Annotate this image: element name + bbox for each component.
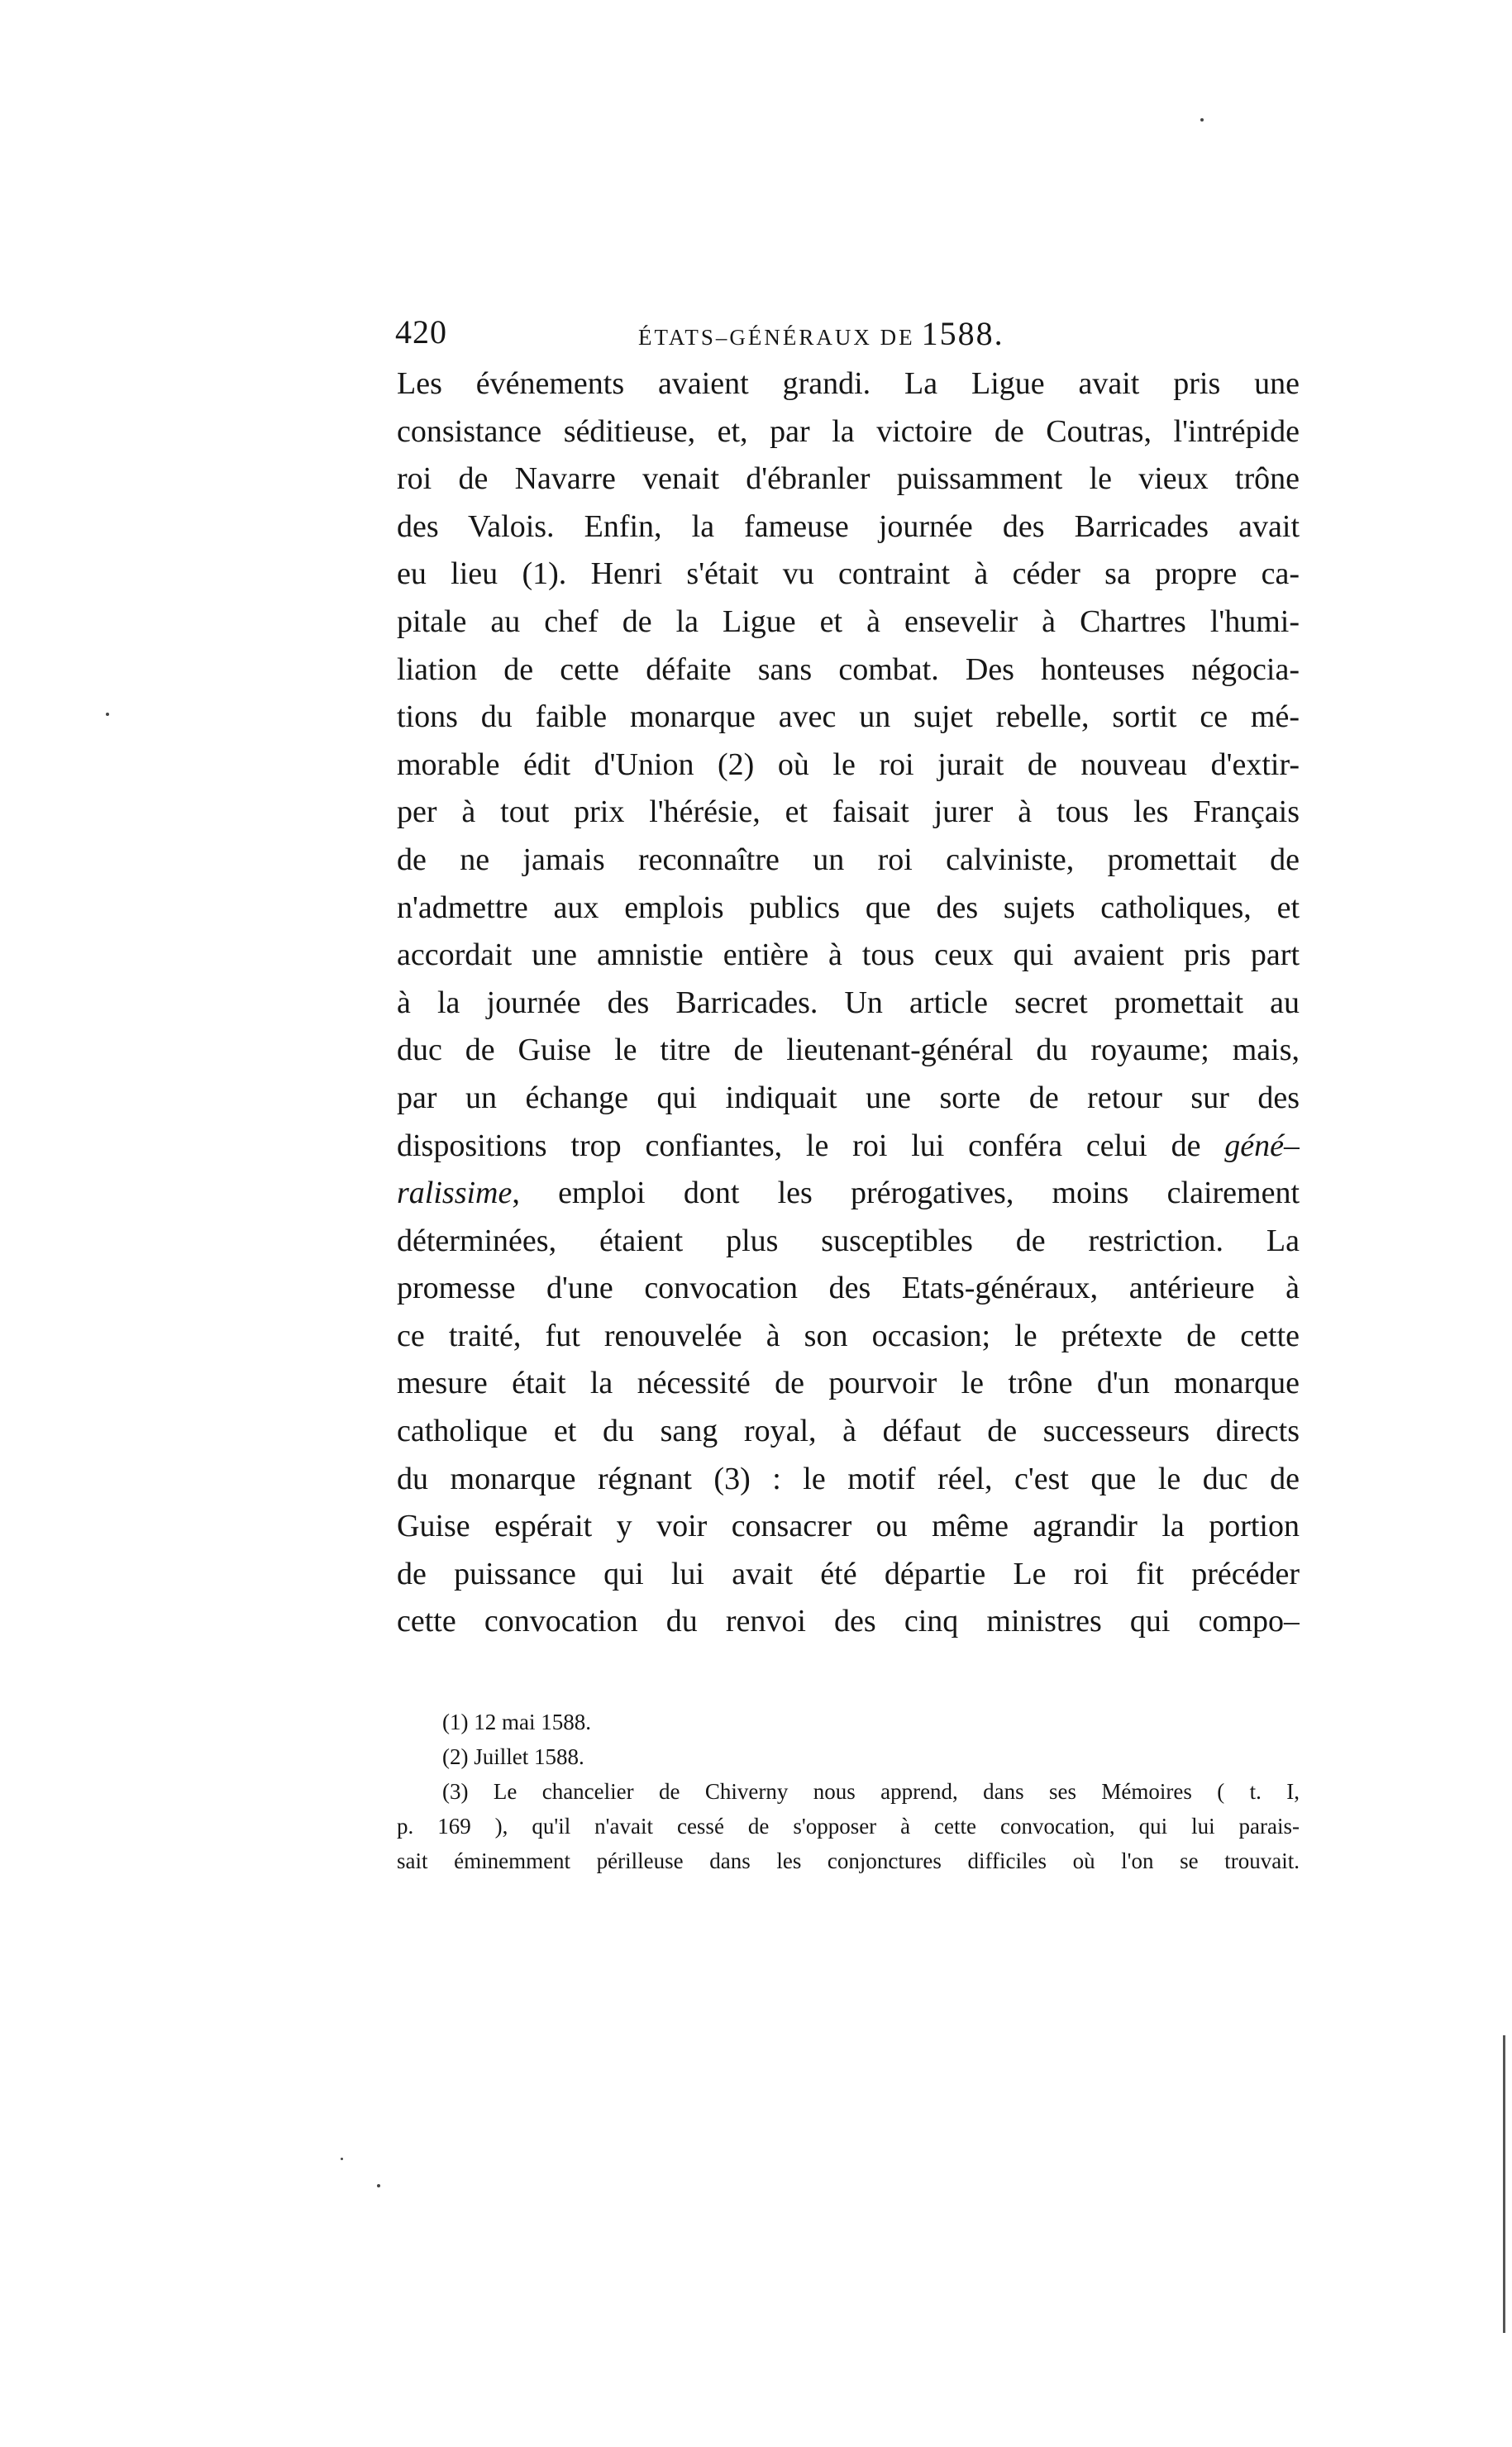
text-line: à la journée des Barricades. Un article secret promettait au (397, 985, 1300, 1020)
text-line: mesure était la nécessité de pourvoir le trône d'un monarque (397, 1366, 1300, 1401)
speck (106, 713, 109, 716)
text-line: de puissance qui lui avait été départie Le roi fit précéder (397, 1556, 1300, 1591)
page-number: 420 (395, 313, 447, 351)
text-line-with-italic (397, 1170, 1300, 1218)
text-line: cette convocation du renvoi des cinq ministres qui compo– (397, 1604, 1300, 1639)
text-line: duc de Guise le titre de lieutenant-général du royaume; mais, (397, 1033, 1300, 1068)
speck (341, 2158, 343, 2160)
running-title-year: 1588. (921, 315, 1004, 352)
footnote-3-line: p. 169 ), qu'il n'avait cessé de s'opposer à cette convocation, qui lui parais- (397, 1814, 1300, 1839)
speck (377, 2184, 380, 2187)
text-line: déterminées, étaient plus susceptibles de restriction. La (397, 1223, 1300, 1258)
scan-edge-mark (1503, 2035, 1505, 2333)
footnote-3-line: (3) Le chancelier de Chiverny nous apprend, dans ses Mémoires ( t. I, (442, 1779, 1300, 1804)
text-line: tions du faible monarque avec un sujet rebelle, sortit ce mé- (397, 699, 1300, 735)
text-line: accordait une amnistie entière à tous ceux qui avaient pris part (397, 937, 1300, 973)
text-line: liation de cette défaite sans combat. Des honteuses négocia- (397, 651, 1300, 687)
text-line: per à tout prix l'hérésie, et faisait jurer à tous les Français (397, 794, 1300, 830)
italic-word: ralissime (397, 1176, 513, 1211)
footnote-1: (1) 12 mai 1588. (442, 1710, 591, 1734)
text-line: n'admettre aux emplois publics que des sujets catholiques, et (397, 890, 1300, 925)
text-line: consistance séditieuse, et, par la victoire de Coutras, l'intrépide (397, 413, 1300, 449)
footnote-3-line: sait éminemment périlleuse dans les conjonctures difficiles où l'on se trouvait. (397, 1848, 1300, 1873)
text-line: catholique et du sang royal, à défaut de successeurs directs (397, 1414, 1300, 1449)
text-line-with-italic (397, 1123, 1300, 1171)
text-line: ce traité, fut renouvelée à son occasion; le prétexte de cette (397, 1318, 1300, 1353)
running-head (395, 312, 1305, 357)
text-line: par un échange qui indiquait une sorte de retour sur des (397, 1080, 1300, 1115)
footnote-2: (2) Juillet 1588. (442, 1744, 584, 1769)
text-line: pitale au chef de la Ligue et à ensevelir à Chartres l'humi- (397, 603, 1300, 639)
text-line-start: dispositions trop confiantes, le roi lui conféra celui de (397, 1128, 1201, 1163)
text-line: de ne jamais reconnaître un roi calviniste, promettait de (397, 842, 1300, 877)
text-line: Guise espérait y voir consacrer ou même agrandir la portion (397, 1509, 1300, 1544)
italic-word: géné– (1224, 1128, 1300, 1163)
text-line: des Valois. Enfin, la fameuse journée des Barricades avait (397, 508, 1300, 544)
text-line: morable édit d'Union (2) où le roi jurait de nouveau d'extir- (397, 747, 1300, 782)
text-line: roi de Navarre venait d'ébranler puissamment le vieux trône (397, 461, 1300, 497)
text-line: eu lieu (1). Henri s'était vu contraint à céder sa propre ca- (397, 556, 1300, 592)
text-line: promesse d'une convocation des Etats-généraux, antérieure à (397, 1271, 1300, 1306)
text-line-rest: , emploi dont les prérogatives, moins clairement (512, 1176, 1300, 1211)
speck (1200, 118, 1204, 122)
running-title-text: ÉTATS–GÉNÉRAUX DE (638, 325, 915, 350)
text-line: du monarque régnant (3) : le motif réel, c'est que le duc de (397, 1461, 1300, 1496)
footnotes (397, 1705, 1300, 1878)
running-title (638, 314, 1004, 353)
body-text (397, 360, 1300, 1646)
text-line: Les événements avaient grandi. La Ligue avait pris une (397, 366, 1300, 401)
